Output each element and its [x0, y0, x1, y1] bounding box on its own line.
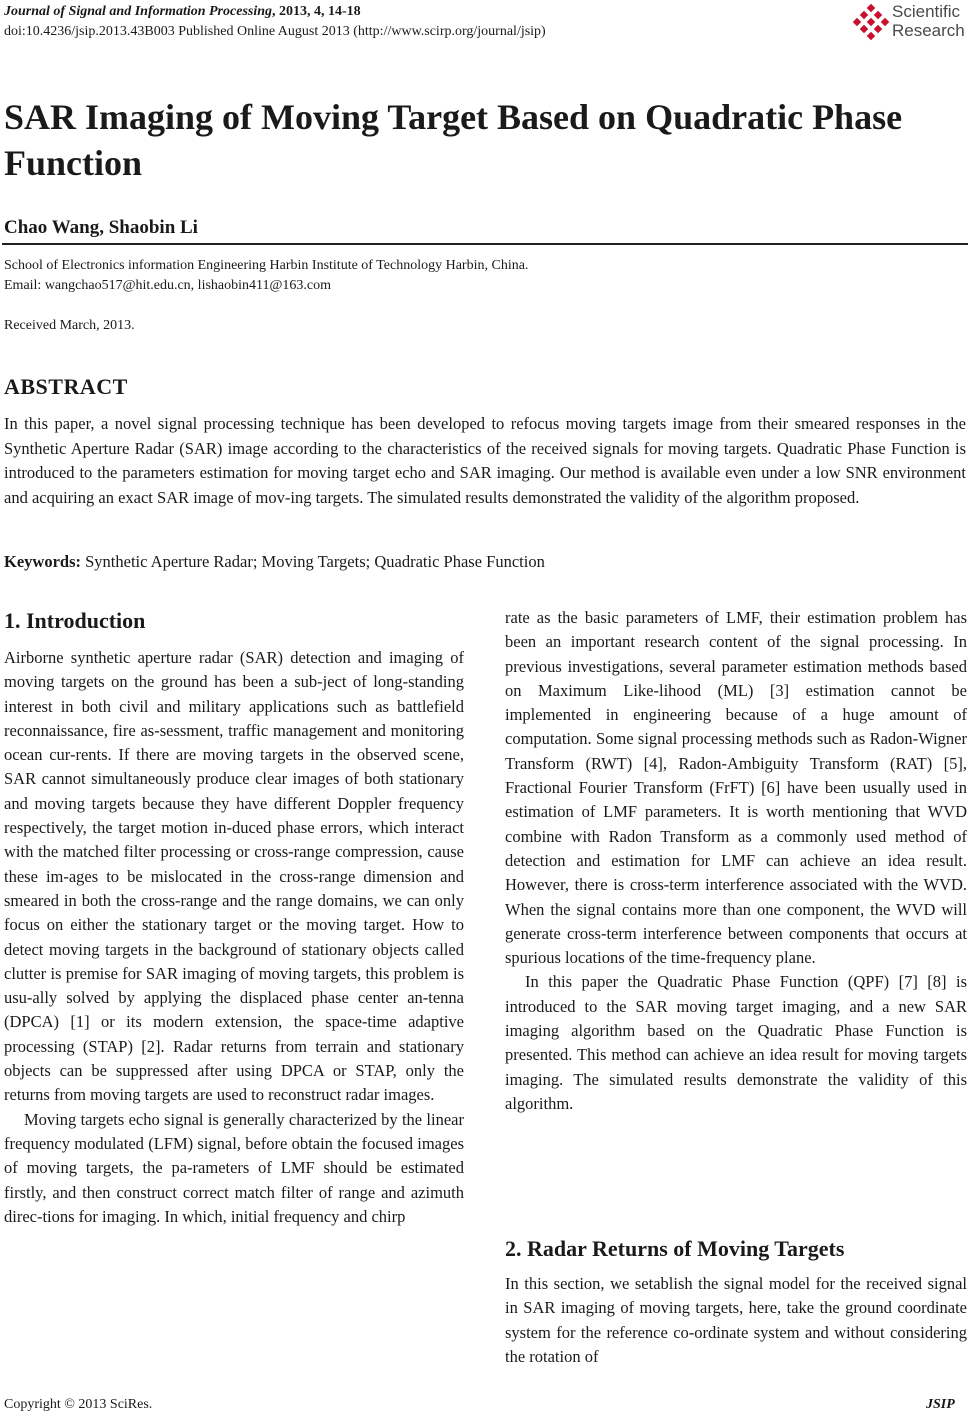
- copyright-notice: Copyright © 2013 SciRes.: [4, 1397, 153, 1412]
- journal-volume: , 2013, 4, 14-18: [272, 4, 361, 19]
- keywords-list: Synthetic Aperture Radar; Moving Targets; Quadratic Phase Function: [81, 552, 545, 571]
- journal-name: Journal of Signal and Information Processing: [4, 4, 273, 19]
- author-affiliation: School of Electronics information Engineering Harbin Institute of Technology Harbin, China.: [4, 258, 529, 273]
- section-1-heading: 1. Introduction: [4, 608, 146, 633]
- author-email: Email: wangchao517@hit.edu.cn, lishaobin411@163.com: [4, 278, 331, 293]
- received-date: Received March, 2013.: [4, 318, 135, 333]
- journal-citation: [4, 4, 361, 20]
- paragraph: In this paper the Quadratic Phase Function (QPF) [7] [8] is introduced to the SAR moving target imaging, and a new SAR imaging algorithm based on the Quadratic Phase Function is presented. This method can achieve an idea result for moving targets imaging. The simulated results demonstrate the validity of this algorithm.: [505, 972, 967, 1113]
- section-2-heading: 2. Radar Returns of Moving Targets: [505, 1236, 845, 1261]
- journal-abbreviation: JSIP: [926, 1397, 955, 1412]
- keywords-label: Keywords:: [4, 552, 81, 571]
- doi-line: doi:10.4236/jsip.2013.43B003 Published Online August 2013 (http://www.scirp.org/journal/jsip): [4, 24, 546, 39]
- paragraph: In this section, we setablish the signal model for the received signal in SAR imaging of moving targets, here, take the ground coordinate system for the reference co-ordinate system and without considering the rotation of: [505, 1274, 967, 1366]
- right-column: [505, 606, 967, 1116]
- logo-line-1: Scientific: [892, 2, 961, 21]
- abstract-heading: ABSTRACT: [4, 374, 128, 399]
- paragraph: Moving targets echo signal is generally characterized by the linear frequency modulated (LFM) signal, before obtain the focused images of moving targets, the pa-rameters of LMF should be estimated firstly, and then construct correct match filter of range and azimuth direc-tions for imaging. In which, initial frequency and chirp: [4, 1109, 464, 1226]
- paper-authors: Chao Wang, Shaobin Li: [4, 217, 198, 238]
- paper-title: SAR Imaging of Moving Target Based on Quadratic Phase Function: [4, 97, 903, 183]
- title-divider: [2, 243, 968, 245]
- paragraph: rate as the basic parameters of LMF, their estimation problem has been an important research content of the signal processing. In previous investigations, several parameter estimation methods based on Maximum Like-lihood (ML) [3] estimation cannot be implemented in engineering because of a huge amount of computation. Some signal processing methods such as Radon-Wigner Transform (RWT) [4], Radon-Ambiguity Transform (RAT) [5], Fractional Fourier Transform (FrFT) [6] have been usually used in estimation of LMF parameters. It is worth mentioning that WVD combine with Radon Transform as a commonly used method of detection and estimation for LMF can achieve an idea result. However, there is cross-term interference associated with the WVD. When the signal contains more than one component, the WVD will generate cross-term interference between components that occurs at spurious locations of the time-frequency plane.: [505, 608, 967, 968]
- publisher-logo-text: [892, 2, 965, 40]
- publisher-logo: [852, 2, 968, 42]
- paragraph: Airborne synthetic aperture radar (SAR) detection and imaging of moving targets on the ground has been a sub-ject of long-standing interest in both civil and military applications such as battlefield reconnaissance, fire as-sessment, traffic management and monitoring ocean cur-rents. If there are moving targets in the observed scene, SAR cannot simultaneously produce clear images of both stationary and moving targets because they have different Doppler frequency respectively, the target motion in-duced phase errors, which interact with the matched filter processing or cross-range compression, cause these im-ages to be mislocated in the cross-range dimension and smeared in both the cross-range and the range domains, we can only focus on either the stationary target or the moving target. How to detect moving targets in the background of stationary objects called clutter is premise for SAR imaging of moving targets, this problem is usu-ally solved by applying the displaced phase center an-tenna (DPCA) [1] or its modern extension, the space-time adaptive processing (STAP) [2]. Radar returns from terrain and stationary objects can be suppressed after using DPCA or STAP, only the returns from moving targets are used to reconstruct radar images.: [4, 648, 464, 1105]
- logo-line-2: Research: [892, 21, 965, 40]
- section-2-body: [505, 1272, 967, 1369]
- publisher-logo-icon: [852, 4, 890, 42]
- keywords: [4, 552, 545, 572]
- left-column: [4, 646, 464, 1229]
- abstract-text: In this paper, a novel signal processing technique has been developed to refocus moving targets image from their smeared responses in the Synthetic Aperture Radar (SAR) image according to the characteristics of the received signals for moving targets. Quadratic Phase Function is introduced to the parameters estimation for moving target echo and SAR imaging. Our method is available even under a low SNR environment and acquiring an exact SAR image of mov-ing targets. The simulated results demonstrated the validity of the algorithm proposed.: [4, 414, 966, 507]
